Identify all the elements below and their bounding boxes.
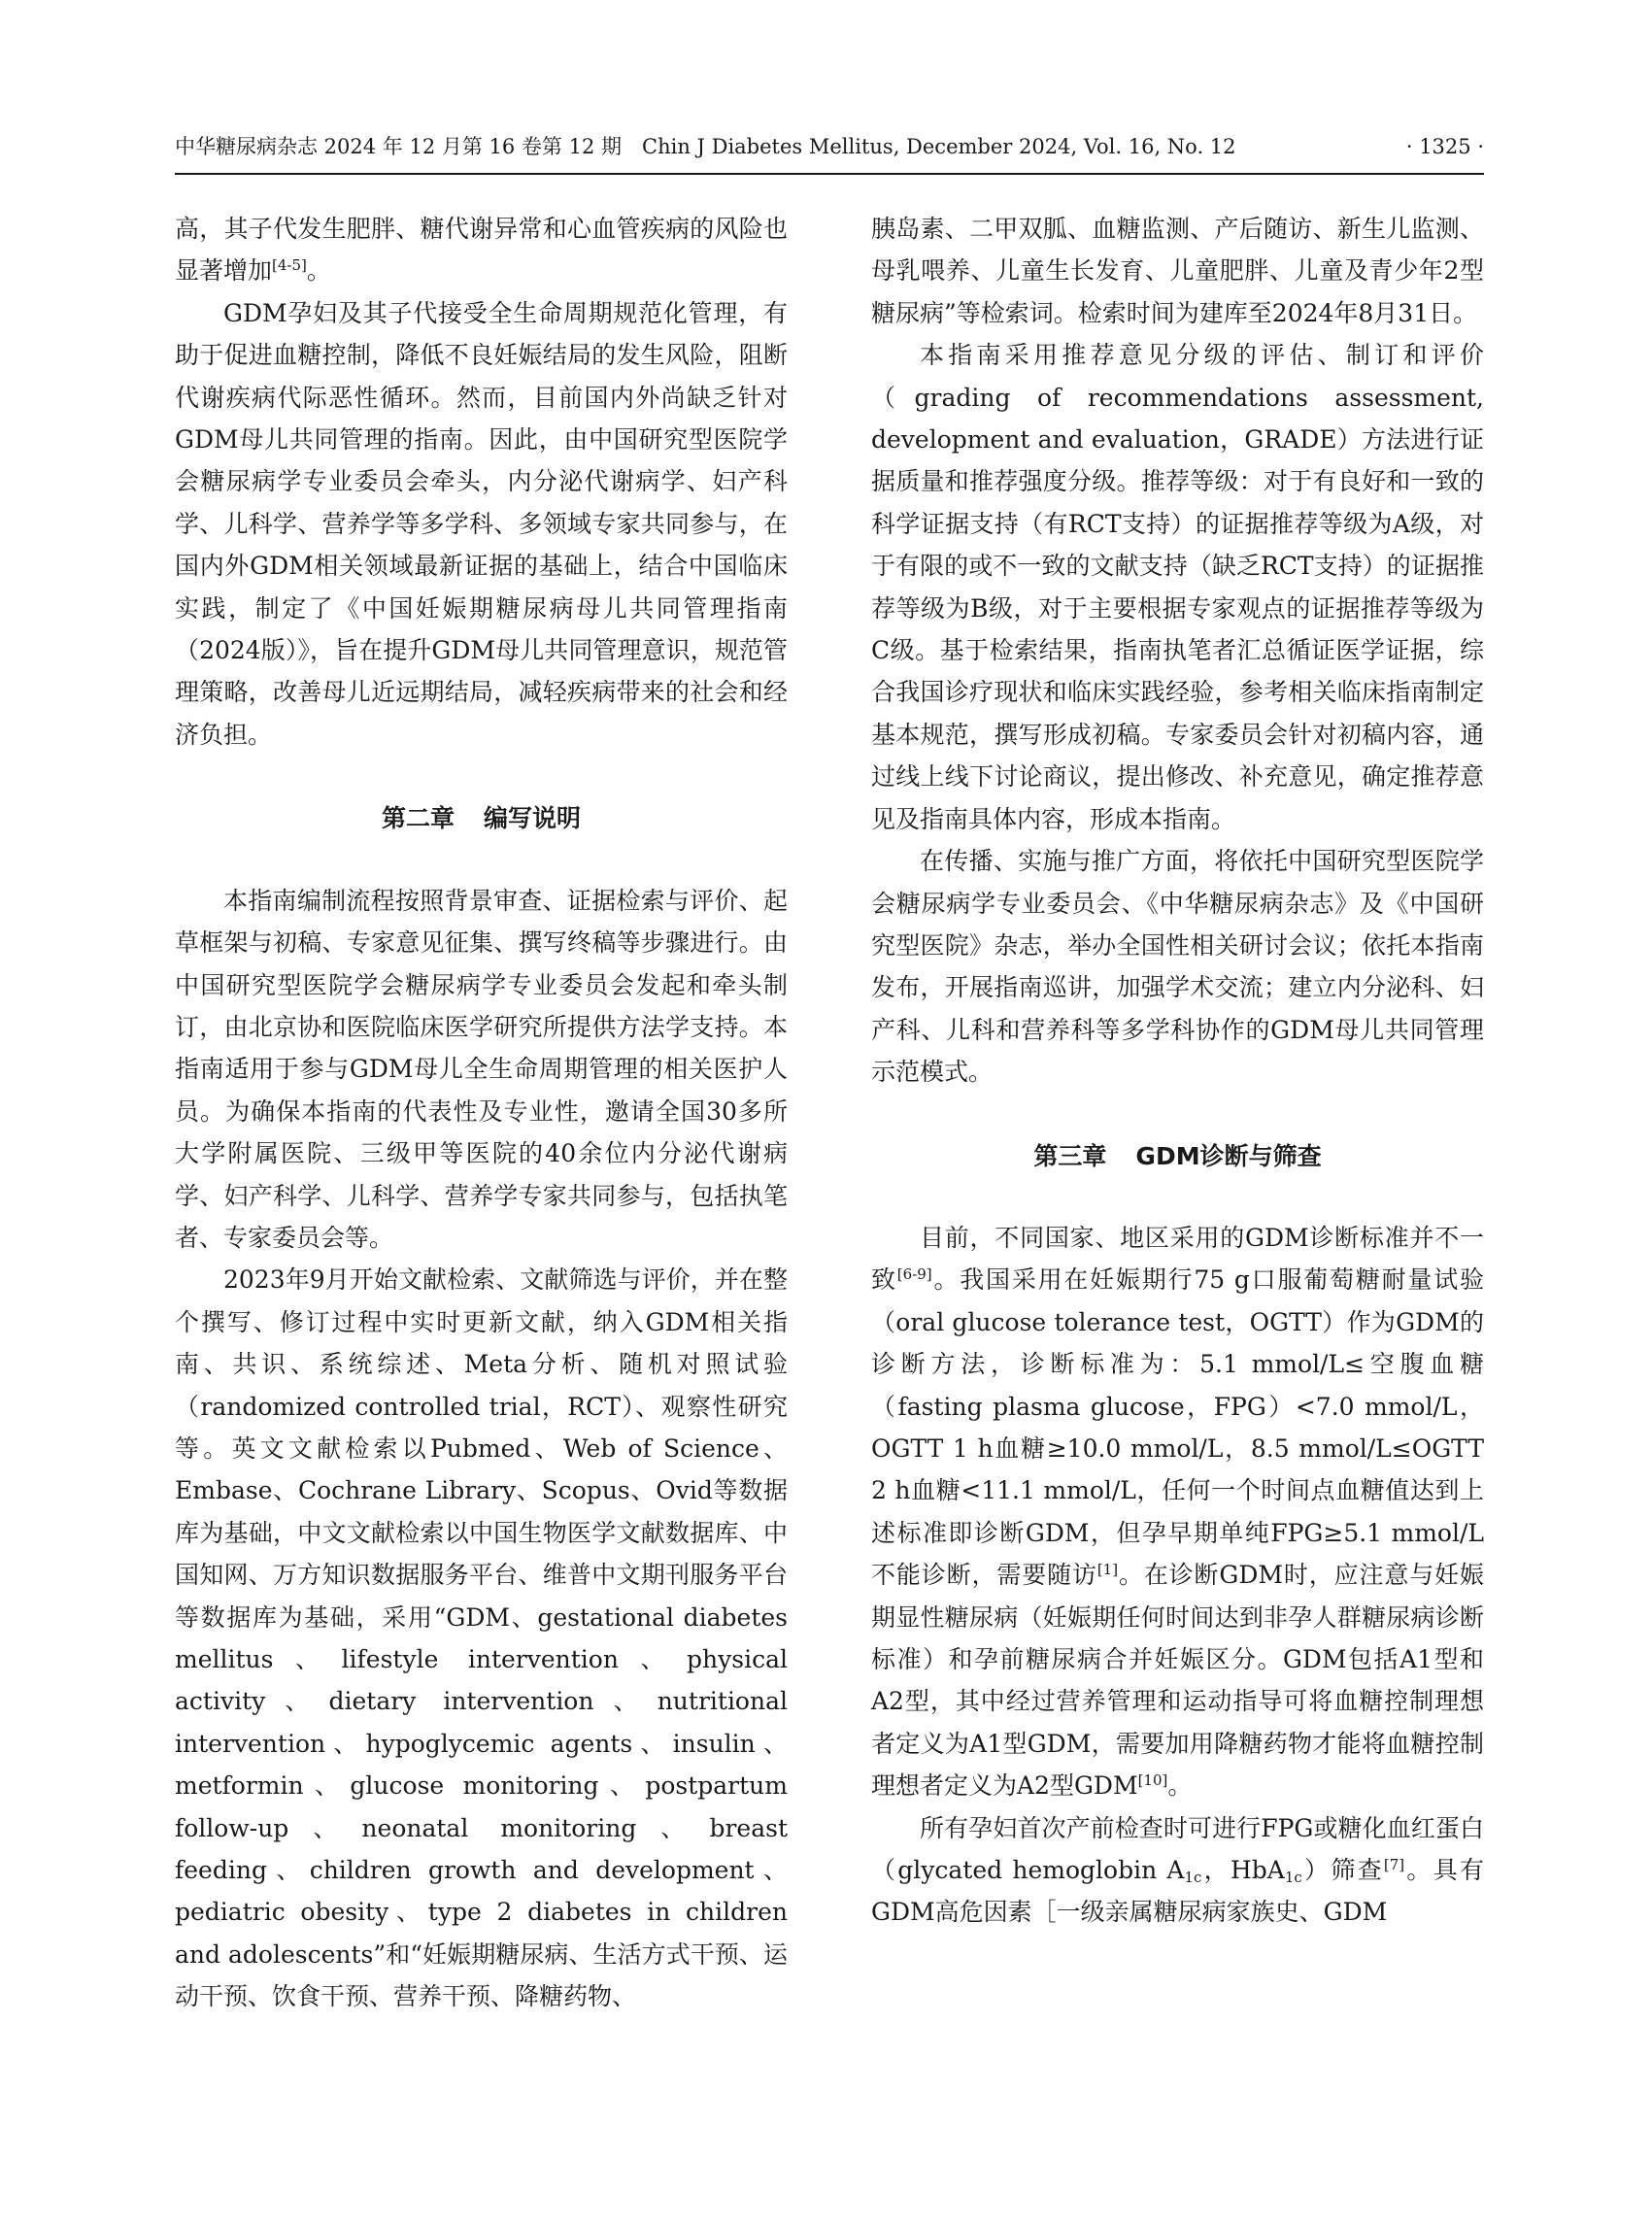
paragraph: 在传播、实施与推广方面，将依托中国研究型医院学会糖尿病学专业委员会、《中华糖尿病杂志》及《中国研究型医院》杂志，举办全国性相关研讨会议；依托本指南发布，开展指南巡讲，加强学术交流；建立内分泌科、妇产科、儿科和营养科等多学科协作的GDM母儿共同管理示范模式。 <box>871 847 1484 1087</box>
paragraph: 胰岛素、二甲双胍、血糖监测、产后随访、新生儿监测、母乳喂养、儿童生长发育、儿童肥胖、儿童及青少年2型糖尿病”等检索词。检索时间为建库至2024年8月31日。 <box>871 215 1484 327</box>
citation-ref: [1] <box>1096 1561 1119 1579</box>
citation-ref: [4-5] <box>272 256 307 275</box>
journal-citation: 中华糖尿病杂志 2024 年 12 月第 16 卷第 12 期 Chin J Diabetes Mellitus, December 2024, Vol. 16, No. 12 <box>175 135 1236 158</box>
paragraph: 高，其子代发生肥胖、糖代谢异常和心血管疾病的风险也显著增加[4-5]。 <box>175 215 788 286</box>
paragraph: 2023年9月开始文献检索、文献筛选与评价，并在整个撰写、修订过程中实时更新文献，纳入GDM相关指南、共识、系统综述、Meta分析、随机对照试验（randomized controlled trial，RCT）、观察性研究等。英文文献检索以Pubmed、Web of Science、Embase、Cochrane Library、Scopus、Ovid等数据库为基础，中文文献检索以中国生物医学文献数据库、中国知网、万方知识数据服务平台、维普中文期刊服务平台等数据库为基础，采用“GDM、gestational diabetes mellitus、lifestyle intervention、physical activity、dietary intervention、nutritional intervention、hypoglycemic agents、insulin、metformin、glucose monitoring、postpartum follow-up、neonatal monitoring、breast feeding、children growth and development、pediatric obesity、type 2 diabetes in children and adolescents”和“妊娠期糖尿病、生活方式干预、运动干预、饮食干预、营养干预、降糖药物、 <box>175 1265 788 2011</box>
paragraph: 所有孕妇首次产前检查时可进行FPG或糖化血红蛋白（glycated hemoglobin $A_{1c}$，HbA$_{1c}$）筛查[7]。具有GDM高危因素［一级亲属糖尿病家族史、GDM <box>871 1813 1484 1927</box>
section-heading: 第三章 GDM诊断与筛查 <box>1033 1141 1322 1170</box>
paragraph: 本指南编制流程按照背景审查、证据检索与评价、起草框架与初稿、专家意见征集、撰写终稿等步骤进行。由中国研究型医院学会糖尿病学专业委员会发起和牵头制订，由北京协和医院临床医学研究所提供方法学支持。本指南适用于参与GDM母儿全生命周期管理的相关医护人员。为确保本指南的代表性及专业性，邀请全国30多所大学附属医院、三级甲等医院的40余位内分泌代谢病学、妇产科学、儿科学、营养学专家共同参与，包括执笔者、专家委员会等。 <box>175 886 788 1252</box>
citation-ref: [10] <box>1137 1771 1168 1790</box>
page-number: · 1325 · <box>1405 135 1484 158</box>
left-column <box>175 208 788 2018</box>
right-column <box>871 208 1484 1934</box>
citation-ref: [7] <box>1383 1856 1405 1874</box>
citation-ref: [6-9] <box>896 1265 932 1284</box>
paragraph: 本指南采用推荐意见分级的评估、制订和评价（grading of recommendations assessment, development and evaluation，GRADE）方法进行证据质量和推荐强度分级。推荐等级：对于有良好和一致的科学证据支持（有RCT支持）的证据推荐等级为A级，对于有限的或不一致的文献支持（缺乏RCT支持）的证据推荐等级为B级，对于主要根据专家观点的证据推荐等级为C级。基于检索结果，指南执笔者汇总循证医学证据，综合我国诊疗现状和临床实践经验，参考相关临床指南制定基本规范，撰写形成初稿。专家委员会针对初稿内容，通过线上线下讨论商议，提出修改、补充意见，确定推荐意见及指南具体内容，形成本指南。 <box>871 341 1484 833</box>
section-heading: 第二章 编写说明 <box>381 804 582 833</box>
paragraph: 目前，不同国家、地区采用的GDM诊断标准并不一致[6-9]。我国采用在妊娠期行75 g口服葡萄糖耐量试验（oral glucose tolerance test，OGTT）作为GDM的诊断方法，诊断标准为：5.1 mmol/L≤空腹血糖（fasting plasma glucose，FPG）<7.0 mmol/L，OGTT 1 h血糖≥10.0 mmol/L，8.5 mmol/L≤OGTT 2 h血糖<11.1 mmol/L，任何一个时间点血糖值达到上述标准即诊断GDM，但孕早期单纯FPG≥5.1 mmol/L不能诊断，需要随访[1]。在诊断GDM时，应注意与妊娠期显性糖尿病（妊娠期任何时间达到非孕人群糖尿病诊断标准）和孕前糖尿病合并妊娠区分。GDM包括A1型和A2型，其中经过营养管理和运动指导可将血糖控制理想者定义为A1型GDM，需要加用降糖药物才能将血糖控制理想者定义为A2型GDM[10]。 <box>871 1223 1484 1801</box>
header-rule <box>175 173 1484 175</box>
paragraph: GDM孕妇及其子代接受全生命周期规范化管理，有助于促进血糖控制，降低不良妊娠结局的发生风险，阻断代谢疾病代际恶性循环。然而，目前国内外尚缺乏针对GDM母儿共同管理的指南。因此，由中国研究型医院学会糖尿病学专业委员会牵头，内分泌代谢病学、妇产科学、儿科学、营养学等多学科、多领域专家共同参与，在国内外GDM相关领域最新证据的基础上，结合中国临床实践，制定了《中国妊娠期糖尿病母儿共同管理指南（2024版）》，旨在提升GDM母儿共同管理意识，规范管理策略，改善母儿近远期结局，减轻疾病带来的社会和经济负担。 <box>175 298 788 749</box>
